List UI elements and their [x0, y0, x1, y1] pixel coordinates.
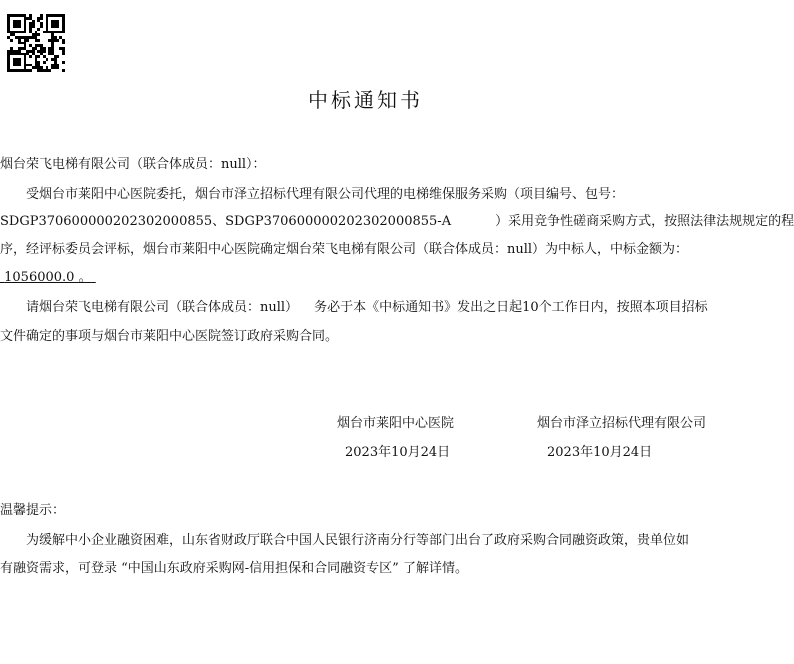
para1-line2-rest: ）采用竞争性磋商采购方式，按照法律法规规定的程: [495, 214, 794, 229]
award-amount: 1056000.0 。: [4, 270, 92, 285]
addressee: 烟台荣飞电梯有限公司（联合体成员：null）：: [0, 157, 266, 172]
award-amount-line: [0, 266, 96, 285]
document-title: 中标通知书: [308, 88, 423, 112]
tips-line2: 有融资需求，可登录 “中国山东政府采购网-信用担保和合同融资专区” 了解详情。: [0, 561, 468, 576]
para2-line2: 文件确定的事项与烟台市莱阳中心医院签订政府采购合同。: [0, 329, 339, 344]
qr-code: [7, 14, 65, 72]
para1-line2: [0, 210, 794, 229]
para2-line1: 请烟台荣飞电梯有限公司（联合体成员：null） 务必于本《中标通知书》发出之日起10个工作日内，按照本项目招标: [26, 300, 708, 315]
para1-line3: 序，经评标委员会评标，烟台市莱阳中心医院确定烟台荣飞电梯有限公司（联合体成员：null）为中标人，中标金额为：: [0, 242, 689, 257]
tips-heading: 温馨提示：: [0, 503, 66, 518]
qr-module: [62, 69, 65, 72]
purchaser-date: 2023年10月24日: [345, 445, 451, 460]
project-codes: SDGP370600000202302000855、SDGP370600000202302000855-A: [0, 214, 452, 229]
agency-date: 2023年10月24日: [547, 445, 653, 460]
tips-line1: 为缓解中小企业融资困难，山东省财政厅联合中国人民银行济南分行等部门出台了政府采购合同融资政策，贵单位如: [26, 533, 690, 548]
agency-name: 烟台市泽立招标代理有限公司: [537, 416, 707, 431]
para1-line1: 受烟台市莱阳中心医院委托，烟台市泽立招标代理有限公司代理的电梯维保服务采购（项目编号、包号：: [26, 187, 625, 202]
purchaser-name: 烟台市莱阳中心医院: [337, 416, 455, 431]
